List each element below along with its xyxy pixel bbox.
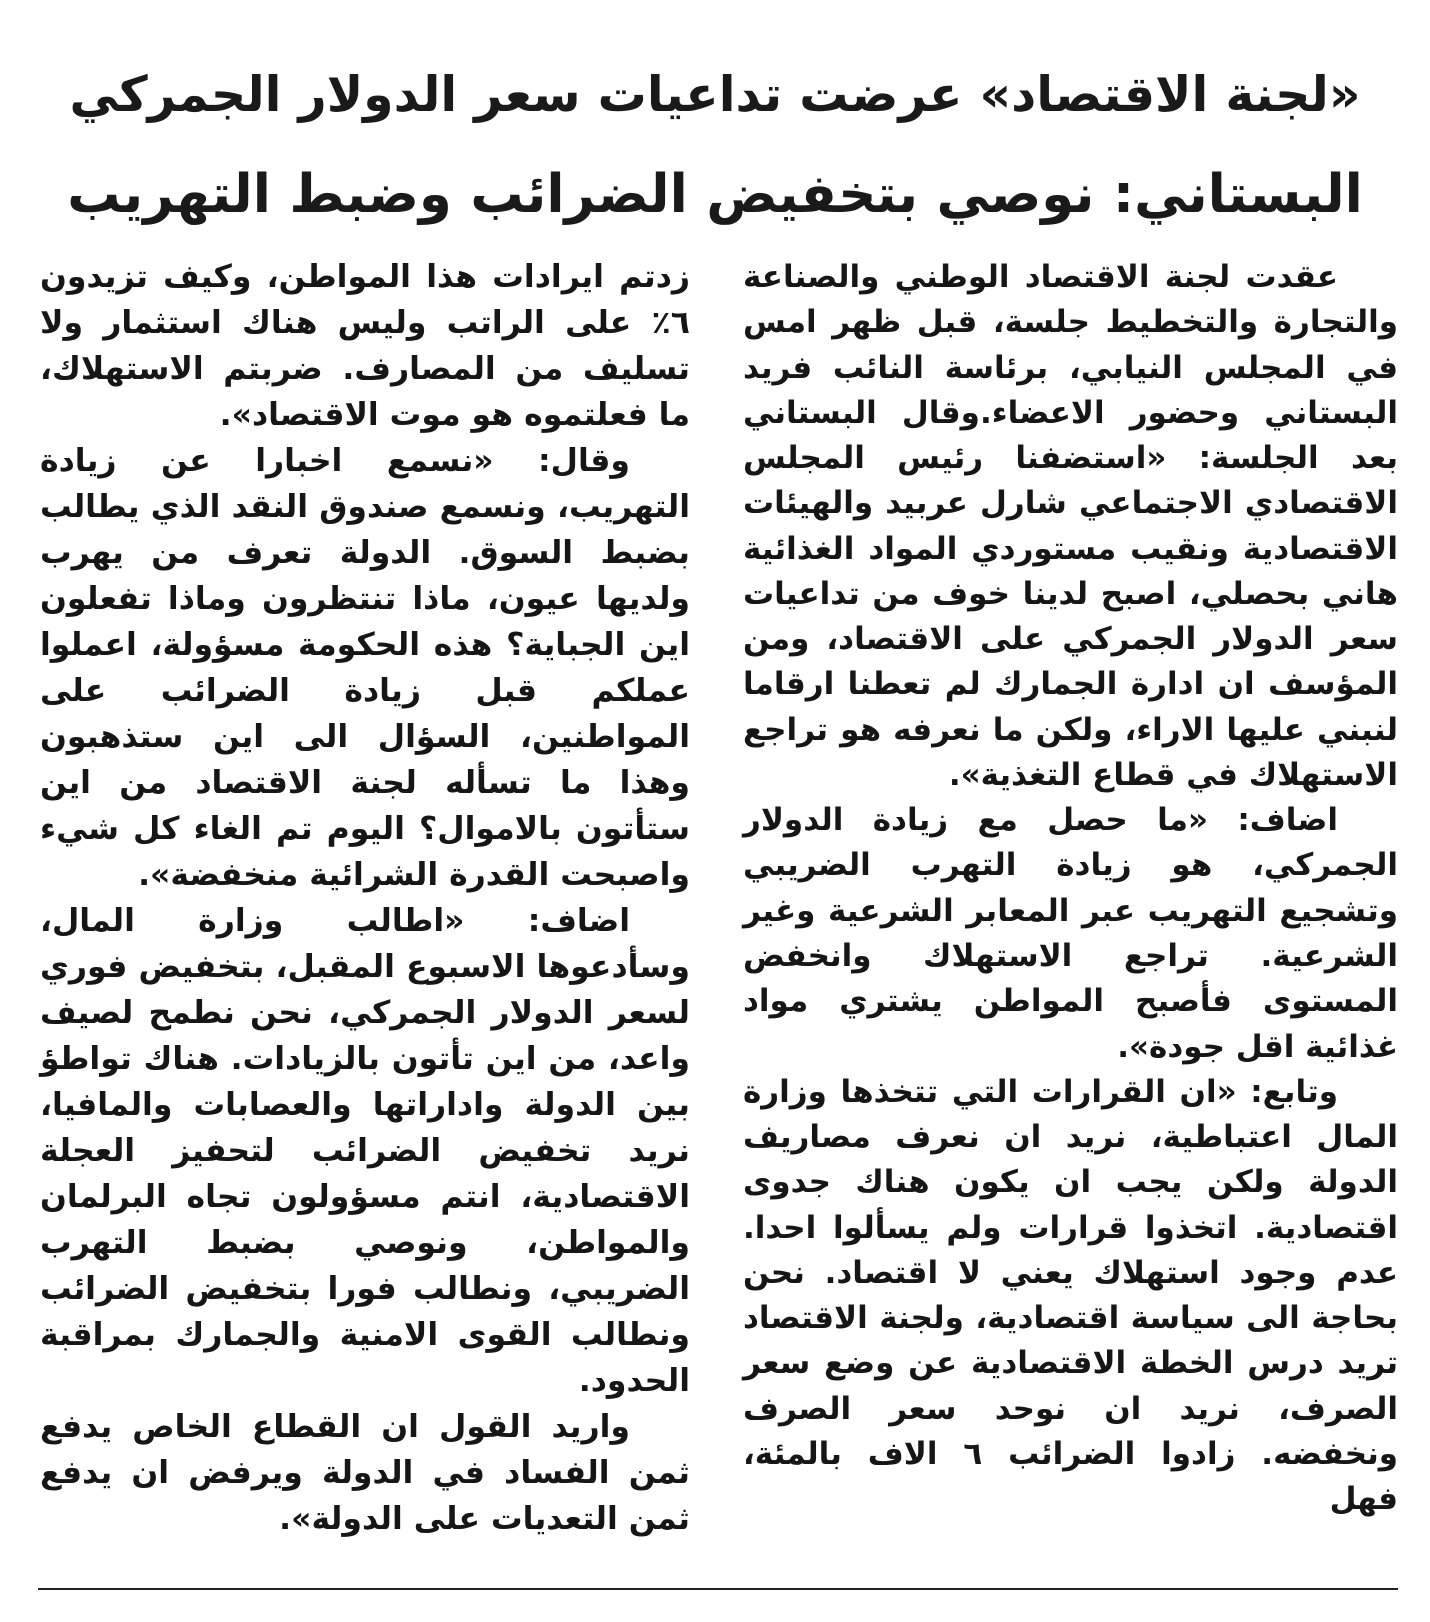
headline-line-1: «لجنة الاقتصاد» عرضت تداعيات سعر الدولار الجمركي — [69, 66, 1361, 123]
paragraph: وتابع: «ان القرارات التي تتخذها وزارة المال اعتباطية، نريد ان نعرف مصاريف الدولة ولكن يجب ان يكون هناك جدوى اقتصادية. اتخذوا قرارات ولم يسألوا احدا. عدم وجود استهلاك يعني لا اقتصاد. نحن بحاجة الى سياسة اقتصادية، ولجنة الاقتصاد تريد درس الخطة الاقتصادية عن وضع سعر الصرف، نريد ان نوحد سعر الصرف ونخفضه. زادوا الضرائب ٦ الاف بالمئة، فهل — [743, 1073, 1398, 1518]
bottom-divider — [38, 1588, 1398, 1590]
paragraph: عقدت لجنة الاقتصاد الوطني والصناعة والتجارة والتخطيط جلسة، قبل ظهر امس في المجلس النيابي، برئاسة النائب فريد البستاني وحضور الاعضاء.وقال البستاني بعد الجلسة: «استضفنا رئيس المجلس الاقتصادي الاجتماعي شارل عربيد والهيئات الاقتصادية ونقيب مستوردي المواد الغذائية هاني بحصلي، اصبح لدينا خوف من تداعيات سعر الدولار الجمركي على الاقتصاد، ومن المؤسف ان ادارة الجمارك لم تعطنا ارقاما لنبني عليها الاراء، ولكن ما نعرفه هو تراجع الاستهلاك في قطاع التغذية». — [743, 259, 1398, 793]
article-headline — [60, 45, 1370, 245]
paragraph: واريد القول ان القطاع الخاص يدفع ثمن الفساد في الدولة ويرفض ان يدفع ثمن التعديات على الدولة». — [40, 1408, 690, 1537]
paragraph-continued: زدتم ايرادات هذا المواطن، وكيف تزيدون ٦٪ على الراتب وليس هناك استثمار ولا تسليف من المصارف. ضربتم الاستهلاك، ما فعلتموه هو موت الاقتصاد». — [40, 259, 690, 433]
paragraph: اضاف: «اطالب وزارة المال، وسأدعوها الاسبوع المقبل، بتخفيض فوري لسعر الدولار الجمركي، نحن نطمح لصيف واعد، من اين تأتون بالزيادات. هناك تواطؤ بين الدولة واداراتها والعصابات والمافيا، نريد تخفيض الضرائب لتحفيز العجلة الاقتصادية، انتم مسؤولون تجاه البرلمان والمواطن، ونوصي بضبط التهرب الضريبي، ونطالب فورا بتخفيض الضرائب ونطالب القوى الامنية والجمارك بمراقبة الحدود. — [40, 902, 690, 1399]
headline-line-2: البستاني: نوصي بتخفيض الضرائب وضبط التهريب — [67, 164, 1363, 225]
paragraph: وقال: «نسمع اخبارا عن زيادة التهريب، ونسمع صندوق النقد الذي يطالب بضبط السوق. الدولة تعرف من يهرب ولديها عيون، ماذا تنتظرون وماذا تفعلون اين الجباية؟ هذه الحكومة مسؤولة، اعملوا عملكم قبل زيادة الضرائب على المواطنين، السؤال الى اين ستذهبون وهذا ما تسأله لجنة الاقتصاد من اين ستأتون بالاموال؟ اليوم تم الغاء كل شيء واصبحت القدرة الشرائية منخفضة». — [40, 442, 690, 893]
article-column-left — [40, 255, 690, 1543]
article-column-right — [743, 255, 1398, 1522]
paragraph: اضاف: «ما حصل مع زيادة الدولار الجمركي، هو زيادة التهرب الضريبي وتشجيع التهريب عبر المعابر الشرعية وغير الشرعية. تراجع الاستهلاك وانخفض المستوى فأصبح المواطن يشتري مواد غذائية اقل جودة». — [743, 802, 1398, 1065]
